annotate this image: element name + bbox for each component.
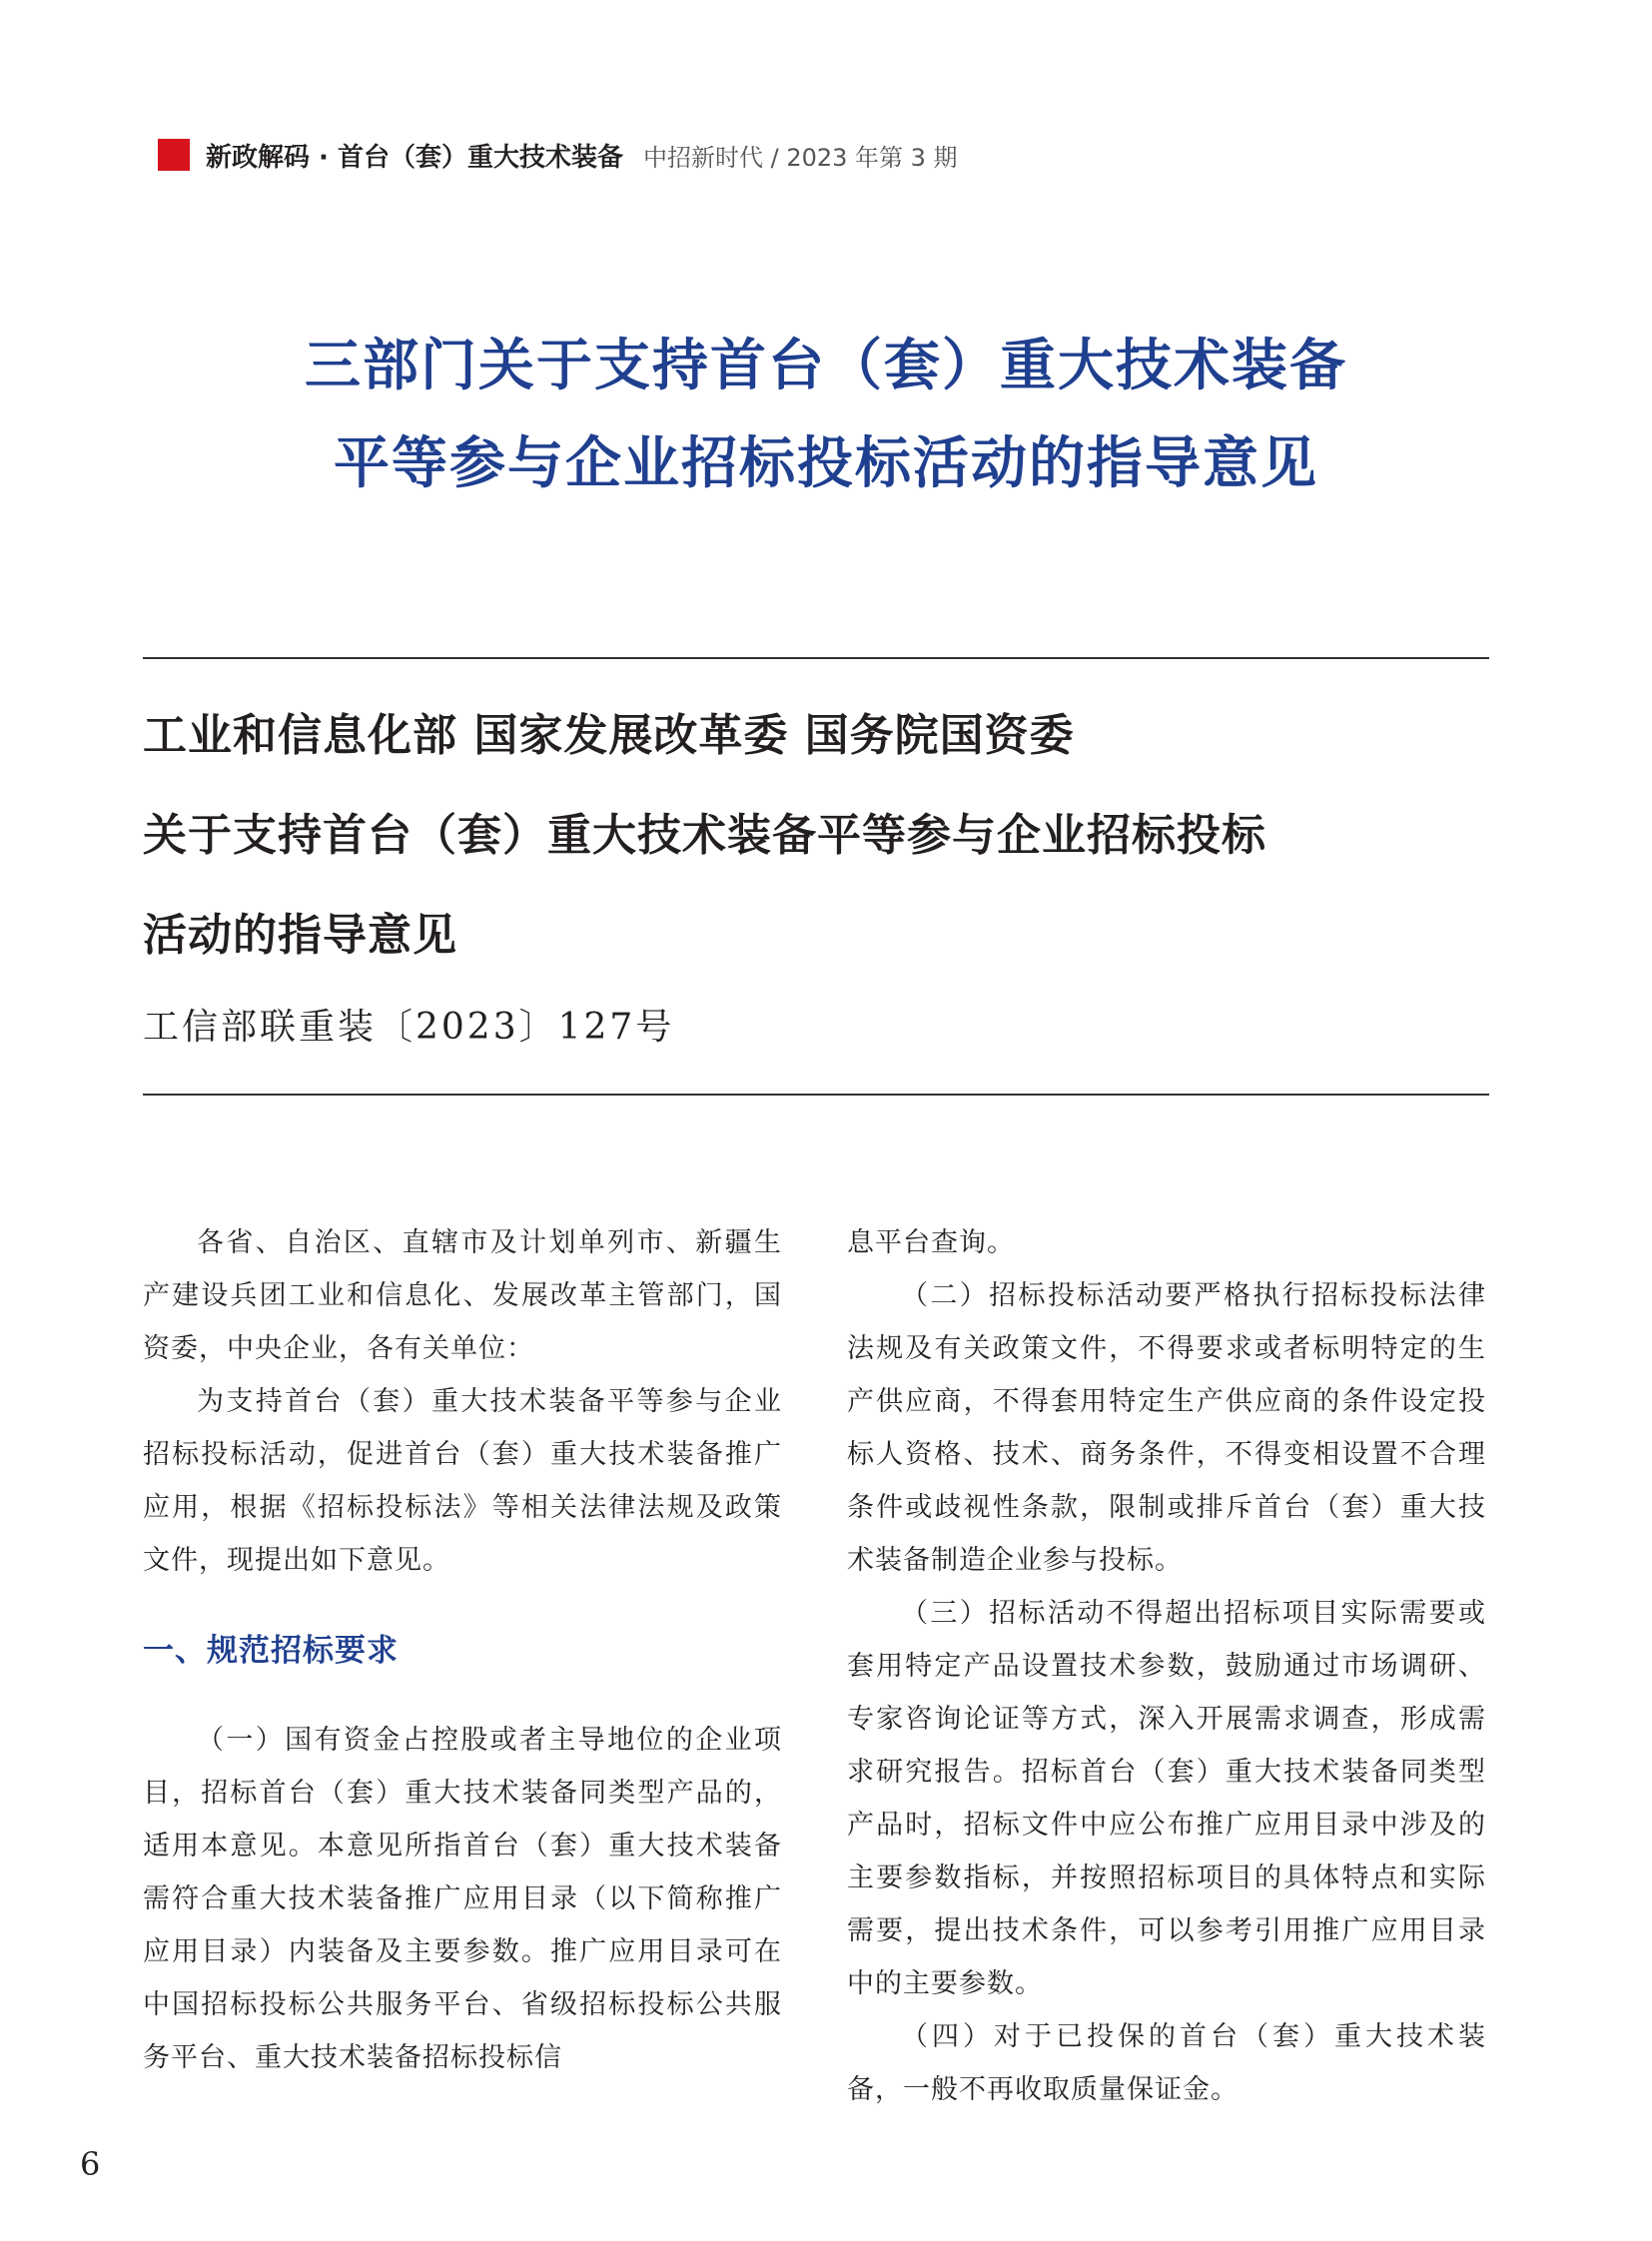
right-column [847, 1216, 1486, 2116]
document-issuers: 工业和信息化部 国家发展改革委 国务院国资委 [143, 710, 1075, 761]
top-divider [143, 657, 1489, 659]
section-heading: 一、规范招标要求 [143, 1633, 399, 1669]
paragraph-item-3: （三）招标活动不得超出招标项目实际需要或套用特定产品设置技术参数，鼓励通过市场调研、专家咨询论证等方式，深入开展需求调查，形成需求研究报告。招标首台（套）重大技术装备同类型产品时，招标文件中应公布推广应用目录中涉及的主要参数指标，并按照招标项目的具体特点和实际需要，提出技术条件，可以参考引用推广应用目录中的主要参数。 [847, 1598, 1486, 1999]
paragraph-item-4: （四）对于已投保的首台（套）重大技术装备，一般不再收取质量保证金。 [847, 2021, 1486, 2105]
article-title-line-2: 平等参与企业招标投标活动的指导意见 [334, 430, 1318, 496]
red-square-mark [158, 139, 190, 171]
magazine-issue: 中招新时代 / 2023 年第 3 期 [642, 143, 958, 172]
paragraph-item-1: （一）国有资金占控股或者主导地位的企业项目，招标首台（套）重大技术装备同类型产品的，适用本意见。本意见所指首台（套）重大技术装备需符合重大技术装备推广应用目录（以下简称推广应用目录）内装备及主要参数。推广应用目录可在中国招标投标公共服务平台、省级招标投标公共服务平台、重大技术装备招标投标信 [143, 1725, 782, 2073]
bottom-divider [143, 1094, 1489, 1096]
paragraph-intro: 为支持首台（套）重大技术装备平等参与企业招标投标活动，促进首台（套）重大技术装备推广应用，根据《招标投标法》等相关法律法规及政策文件，现提出如下意见。 [143, 1386, 782, 1576]
paragraph-continuation: 息平台查询。 [847, 1227, 1015, 1258]
article-title-line-1: 三部门关于支持首台（套）重大技术装备 [305, 333, 1347, 398]
paragraph-salutation: 各省、自治区、直辖市及计划单列市、新疆生产建设兵团工业和信息化、发展改革主管部门，国资委，中央企业，各有关单位： [143, 1227, 782, 1364]
running-header [158, 138, 958, 172]
section-label: 新政解码 · 首台（套）重大技术装备 [206, 142, 623, 173]
document-title-line-2: 活动的指导意见 [143, 910, 457, 961]
paragraph-item-2: （二）招标投标活动要严格执行招标投标法律法规及有关政策文件，不得要求或者标明特定的生产供应商，不得套用特定生产供应商的条件设定投标人资格、技术、商务条件，不得变相设置不合理条件或歧视性条款，限制或排斥首台（套）重大技术装备制造企业参与投标。 [847, 1280, 1486, 1576]
document-number: 工信部联重装〔2023〕127号 [143, 1007, 675, 1048]
document-title-line-1: 关于支持首台（套）重大技术装备平等参与企业招标投标 [143, 810, 1266, 861]
page-number: 6 [80, 2145, 101, 2183]
left-column [143, 1216, 782, 2084]
